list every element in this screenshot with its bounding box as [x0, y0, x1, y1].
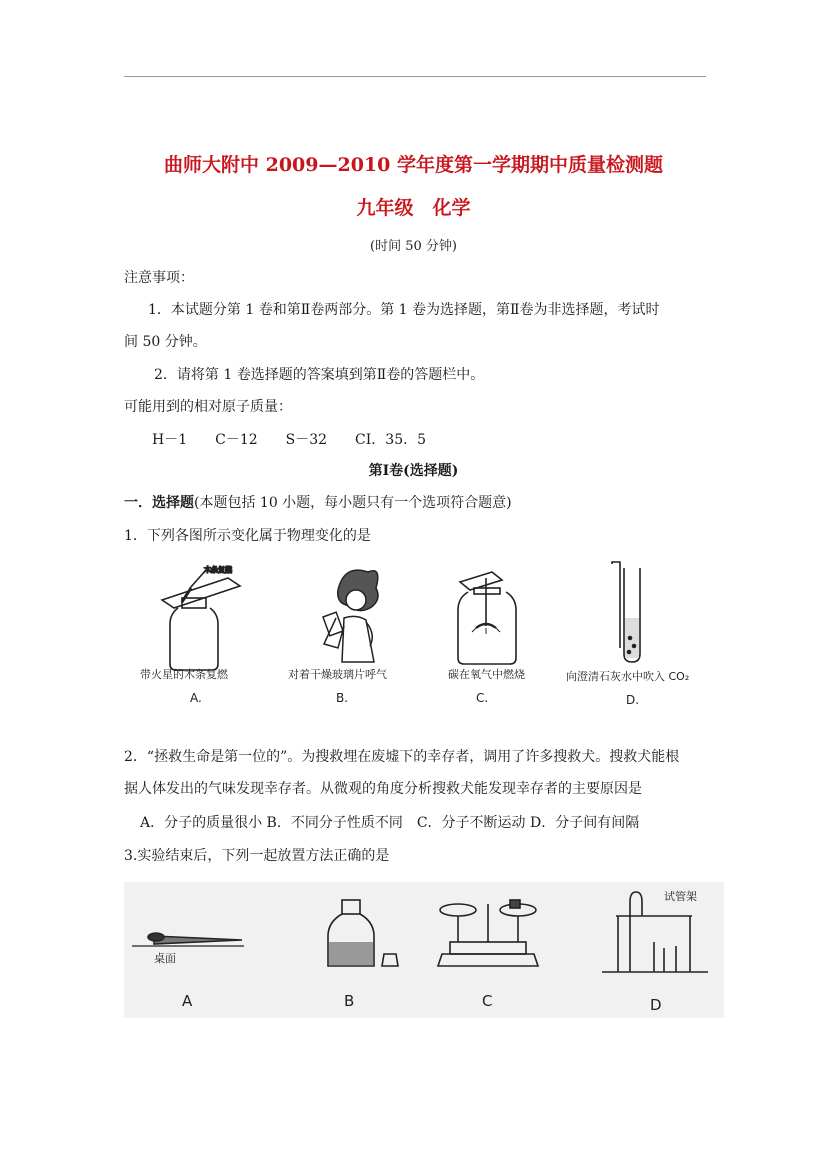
q3-figure	[124, 882, 724, 1018]
exam-time: (时间 50 分钟)	[370, 239, 457, 254]
exam-title: 曲师大附中 2009—2010 学年度第一学期期中质量检测题	[164, 154, 663, 176]
notes-item-1-line-2: 间 50 分钟。	[124, 334, 207, 350]
notes-item-1-line-1: 1．本试题分第 1 卷和第Ⅱ卷两部分。第 1 卷为选择题，第Ⅱ卷为非选择题，考试时	[148, 302, 660, 318]
part-heading	[124, 492, 512, 512]
q1-option-a-letter: A.	[190, 691, 202, 705]
q3-option-c-letter: C	[482, 992, 493, 1010]
q1-option-c-letter: C.	[476, 691, 489, 705]
part-label: 一．选择题	[124, 495, 194, 511]
notes-heading: 注意事项：	[124, 270, 194, 286]
q2-stem-line-1: 2．“拯救生命是第一位的”。为搜救埋在废墟下的幸存者，调用了许多搜救犬。搜救犬能根	[124, 749, 680, 765]
q1-stem: 1．下列各图所示变化属于物理变化的是	[124, 528, 371, 544]
q1-option-b-letter: B.	[336, 691, 349, 705]
q1-option-a-illustration	[162, 565, 240, 670]
q3-stem: 3.实验结束后，下列一起放置方法正确的是	[124, 848, 390, 864]
q1-option-a-caption: 带火星的木条复燃	[140, 668, 228, 681]
part-description: (本题包括 10 小题，每小题只有一个选项符合题意)	[194, 495, 512, 511]
atomic-mass-values: H－1 C－12 S－32 CI．35．5	[152, 432, 427, 448]
notes-item-2: 2．请将第 1 卷选择题的答案填到第Ⅱ卷的答题栏中。	[154, 367, 485, 383]
q3-table-label: 桌面	[154, 952, 176, 965]
q3-option-b-letter: B	[344, 992, 355, 1010]
q1-option-c-caption: 碳在氧气中燃烧	[448, 668, 525, 681]
q1-a-tag: 木条复燃	[204, 566, 232, 574]
q2-options: A．分子的质量很小 B．不同分子性质不同 C．分子不断运动 D．分子间有间隔	[140, 815, 640, 831]
q1-option-d-letter: D.	[626, 693, 640, 707]
q1-option-b-caption: 对着干燥玻璃片呼气	[288, 668, 387, 681]
q1-option-b-illustration	[323, 570, 378, 662]
q3-rack-label: 试管架	[664, 890, 697, 903]
exam-subtitle: 九年级 化学	[356, 197, 471, 219]
q3-option-a-letter: A	[182, 992, 193, 1010]
header-rule	[124, 76, 706, 77]
atomic-mass-heading: 可能用到的相对原子质量：	[124, 399, 292, 415]
section-title: 第Ⅰ卷(选择题)	[368, 463, 459, 479]
q1-option-d-illustration	[612, 562, 640, 662]
q1-option-c-illustration	[458, 572, 516, 664]
q1-option-d-caption: 向澄清石灰水中吹入 CO₂	[566, 670, 690, 683]
q2-stem-line-2: 据人体发出的气味发现幸存者。从微观的角度分析搜救犬能发现幸存者的主要原因是	[124, 781, 642, 797]
q1-figure	[130, 558, 720, 718]
q3-option-d-letter: D	[650, 996, 662, 1014]
